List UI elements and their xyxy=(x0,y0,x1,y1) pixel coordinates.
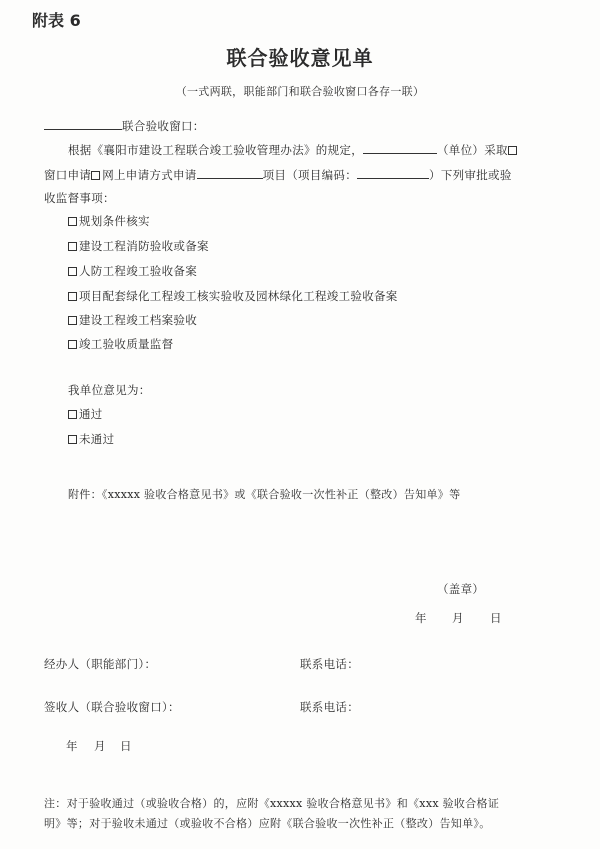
receiver-date-year: 年 xyxy=(66,739,78,753)
item-quality[interactable]: 竣工验收质量监督 xyxy=(68,336,173,352)
handler-phone-label: 联系电话： xyxy=(300,657,359,671)
document-subtitle: （一式两联，职能部门和联合验收窗口各存一联） xyxy=(175,85,425,98)
item-checkbox[interactable] xyxy=(68,340,77,349)
date-day: 日 xyxy=(490,611,502,625)
date-year: 年 xyxy=(415,611,427,625)
receiver-label: 签收人（联合验收窗口）： xyxy=(44,700,180,714)
recipient-suffix: 联合验收窗口： xyxy=(122,119,205,133)
online-checkbox[interactable] xyxy=(91,171,100,180)
opinion-pass[interactable]: 通过 xyxy=(68,406,103,422)
document-title: 联合验收意见单 xyxy=(226,46,374,70)
body-l2-c: 项目（项目编码： xyxy=(262,168,358,182)
project-blank[interactable] xyxy=(197,166,263,179)
fail-checkbox[interactable] xyxy=(68,435,77,444)
appendix-label: 附表 6 xyxy=(32,11,81,30)
recipient-line xyxy=(44,117,205,134)
project-code-blank[interactable] xyxy=(357,166,429,179)
body-l2-b: 网上申请方式申请 xyxy=(102,168,197,182)
item-fire[interactable]: 建设工程消防验收或备案 xyxy=(68,238,209,254)
attachment-text: 附件：《xxxxx 验收合格意见书》或《联合验收一次性补正（整改）告知单》等 xyxy=(68,488,461,501)
body-l1-pre: 根据《襄阳市建设工程联合竣工验收管理办法》的规定， xyxy=(68,143,363,157)
opinion-fail[interactable]: 未通过 xyxy=(68,431,114,447)
note-line-1: 注：对于验收通过（或验收合格）的，应附《xxxxx 验收合格意见书》和《xxx 验收合格证 xyxy=(44,797,500,810)
body-line-3: 收监督事项： xyxy=(44,191,115,205)
body-line-2 xyxy=(44,166,512,183)
body-l2-d: ）下列审批或验 xyxy=(429,168,512,182)
item-checkbox[interactable] xyxy=(68,316,77,325)
item-checkbox[interactable] xyxy=(68,267,77,276)
item-checkbox[interactable] xyxy=(68,292,77,301)
body-l2-a: 窗口申请 xyxy=(44,168,92,182)
recipient-blank[interactable] xyxy=(44,117,122,130)
handler-label: 经办人（职能部门）： xyxy=(44,657,157,671)
receiver-phone-label: 联系电话： xyxy=(300,700,359,714)
date-month: 月 xyxy=(452,611,464,625)
window-checkbox[interactable] xyxy=(508,146,517,155)
item-planning[interactable]: 规划条件核实 xyxy=(68,213,150,229)
body-line-1 xyxy=(68,141,519,158)
receiver-date-day: 日 xyxy=(120,739,132,753)
body-l1-mid: （单位）采取 xyxy=(437,143,508,157)
opinion-label: 我单位意见为： xyxy=(68,383,151,397)
receiver-date-month: 月 xyxy=(94,739,106,753)
pass-checkbox[interactable] xyxy=(68,410,77,419)
item-archives[interactable]: 建设工程竣工档案验收 xyxy=(68,312,197,328)
item-civil-defense[interactable]: 人防工程竣工验收备案 xyxy=(68,263,197,279)
item-greening[interactable]: 项目配套绿化工程竣工核实验收及园林绿化工程竣工验收备案 xyxy=(68,288,398,304)
item-checkbox[interactable] xyxy=(68,242,77,251)
note-line-2: 明》等；对于验收未通过（或验收不合格）应附《联合验收一次性补正（整改）告知单》。 xyxy=(44,817,491,830)
item-checkbox[interactable] xyxy=(68,217,77,226)
seal-label: （盖章） xyxy=(437,582,485,596)
unit-blank[interactable] xyxy=(363,141,437,154)
